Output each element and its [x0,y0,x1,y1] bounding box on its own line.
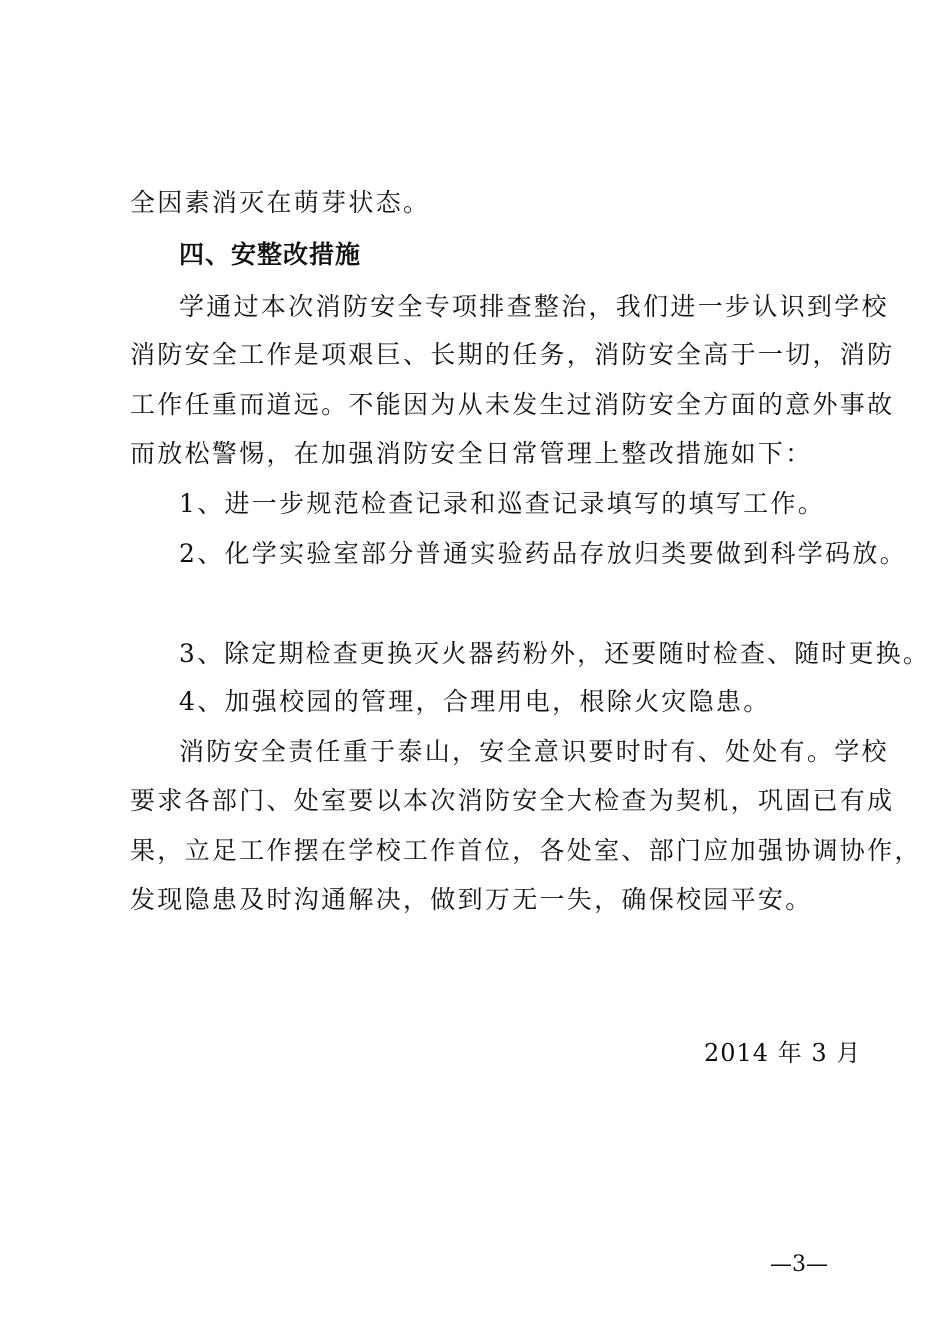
text-line: 消防安全责任重于泰山，安全意识要时时有、处处有。学校 [179,737,889,766]
text-line: 工作任重而道远。不能因为从未发生过消防安全方面的意外事故 [130,390,895,419]
text-line: 学通过本次消防安全专项排查整治，我们进一步认识到学校 [179,292,889,321]
text-line: 全因素消灭在萌芽状态。 [130,188,431,217]
text-line: 果，立足工作摆在学校工作首位，各处室、部门应加强协调协作， [130,836,922,865]
list-item: 1、进一步规范检查记录和巡查记录填写的填写工作。 [179,489,826,518]
list-item: 3、除定期检查更换灭火器药粉外，还要随时检查、随时更换。 [179,639,930,668]
text-line: 要求各部门、处室要以本次消防安全大检查为契机，巩固已有成 [130,786,895,815]
list-item: 4、加强校园的管理，合理用电，根除火灾隐患。 [179,687,771,716]
page-number: —3— [770,1252,828,1277]
text-line: 消防安全工作是项艰巨、长期的任务，消防安全高于一切，消防 [130,340,895,369]
document-date: 2014 年 3 月 [704,1039,862,1067]
section-heading: 四、安整改措施 [179,240,362,269]
text-line: 发现隐患及时沟通解决，做到万无一失，确保校园平安。 [130,885,813,914]
text-line: 而放松警惕，在加强消防安全日常管理上整改措施如下： [130,439,813,468]
list-item: 2、化学实验室部分普通实验药品存放归类要做到科学码放。 [179,539,908,568]
